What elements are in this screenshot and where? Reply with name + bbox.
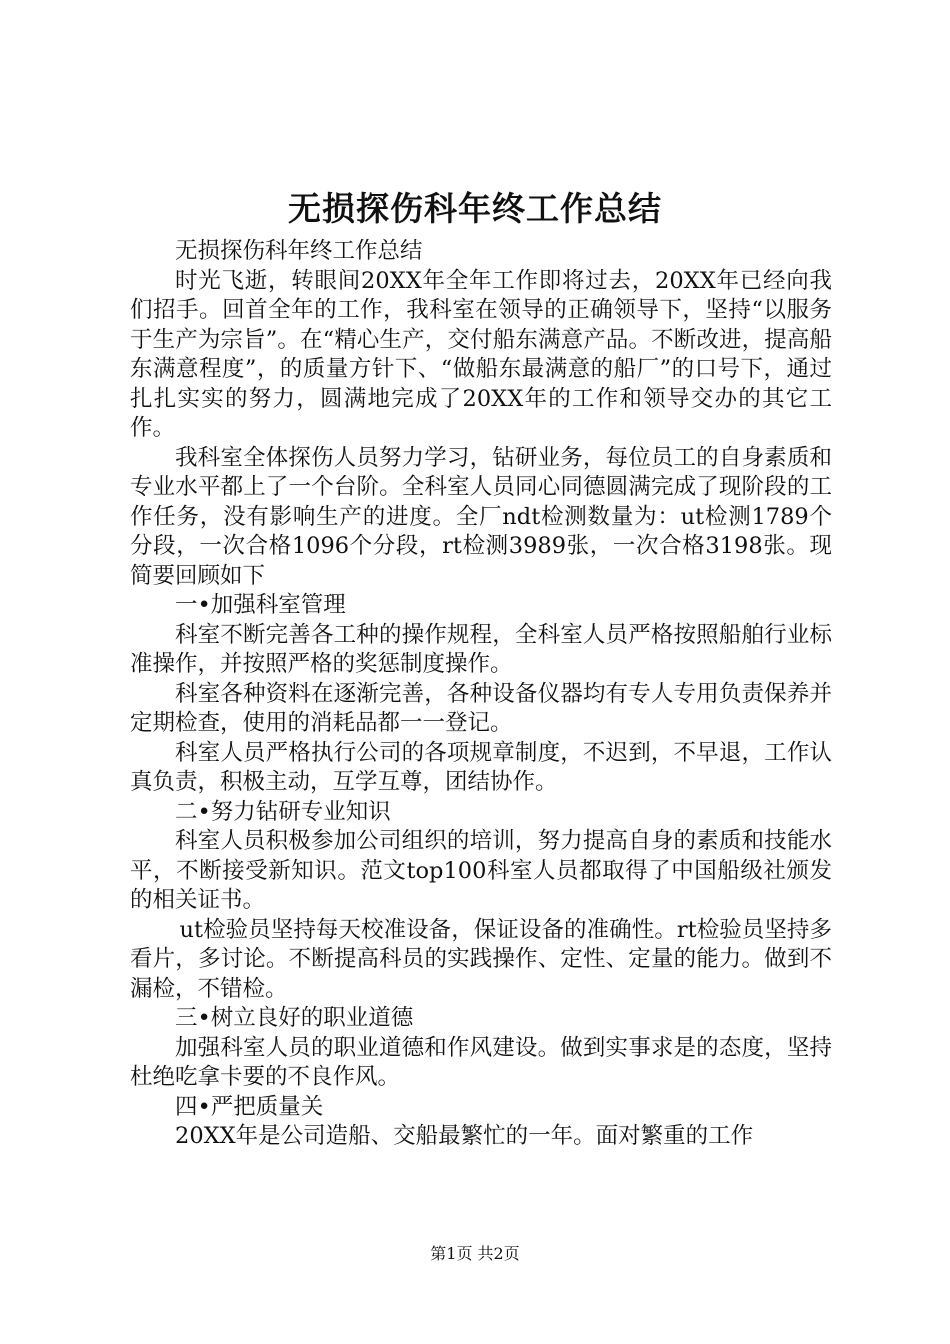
paragraph-2: 时光飞逝，转眼间20XX年全年工作即将过去，20XX年已经向我们招手。回首全年的工作，我科室在领导的正确领导下，坚持“以服务于生产为宗旨”。在“精心生产，交付船东满意产品。不断改进，提高船东满意程度”，的质量方针下、“做船东最满意的船厂”的口号下，通过扎扎实实的努力，圆满地完成了20XX年的工作和领导交办的其它工作。 [130, 267, 832, 441]
paragraph-1: 无损探伤科年终工作总结 [175, 238, 423, 264]
paragraph-6: 科室人员严格执行公司的各项规章制度，不迟到，不早退，工作认真负责，积极主动，互学互尊，团结协作。 [130, 739, 832, 795]
section-heading-2: 二•努力钻研专业知识 [175, 798, 391, 825]
paragraph-5: 科室各种资料在逐渐完善，各种设备仪器均有专人专用负责保养并定期检查，使用的消耗品都一一登记。 [130, 680, 832, 736]
paragraph-10: 20XX年是公司造船、交船最繁忙的一年。面对繁重的工作 [175, 1123, 754, 1149]
document-title: 无损探伤科年终工作总结 [288, 189, 662, 228]
section-heading-1: 一•加强科室管理 [175, 592, 346, 618]
paragraph-4: 科室不断完善各工种的操作规程，全科室人员严格按照船舶行业标准操作，并按照严格的奖惩制度操作。 [130, 621, 832, 677]
paragraph-8: ut检验员坚持每天校准设备，保证设备的准确性。rt检验员坚持多看片，多讨论。不断提高科员的实践操作、定性、定量的能力。做到不漏检，不错检。 [130, 916, 832, 1002]
section-heading-4: 四•严把质量关 [175, 1093, 324, 1120]
paragraph-7: 科室人员积极参加公司组织的培训，努力提高自身的素质和技能水平，不断接受新知识。范文top100科室人员都取得了中国船级社颁发的相关证书。 [130, 828, 832, 913]
paragraph-3: 我科室全体探伤人员努力学习，钻研业务，每位员工的自身素质和专业水平都上了一个台阶。全科室人员同心同德圆满完成了现阶段的工作任务，没有影响生产的进度。全厂ndt检测数量为：ut检测1789个分段，一次合格1096个分段，rt检测3989张，一次合格3198张。现简要回顾如下 [130, 444, 832, 589]
document-body [130, 237, 832, 1152]
page-footer: 第1页 共2页 [430, 1244, 520, 1263]
paragraph-9: 加强科室人员的职业道德和作风建设。做到实事求是的态度，坚持杜绝吃拿卡要的不良作风。 [130, 1034, 832, 1090]
section-heading-3: 三•树立良好的职业道德 [175, 1005, 414, 1031]
